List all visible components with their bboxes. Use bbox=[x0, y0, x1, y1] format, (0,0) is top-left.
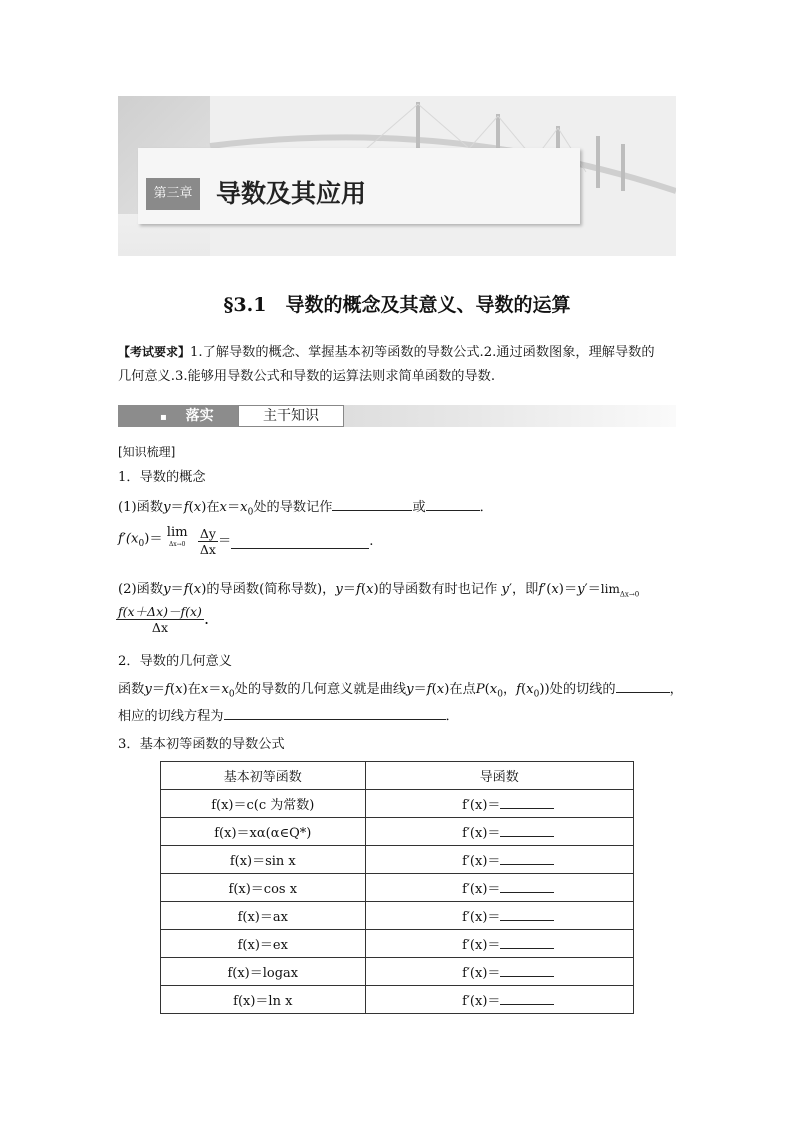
derivative-cell: f′(x)＝ bbox=[365, 930, 633, 958]
blank bbox=[231, 534, 369, 549]
table-header-cell: 导函数 bbox=[365, 762, 633, 790]
derivative-cell: f′(x)＝ bbox=[365, 846, 633, 874]
blank bbox=[500, 794, 554, 809]
item1-derivative-definition: $f'(x_0)=$ lim Δx→0 $\frac{\Delta y}{\Delta x}$ ＝ . bbox=[118, 525, 374, 557]
blank bbox=[500, 850, 554, 865]
requirements-text-1: 1.了解导数的概念、掌握基本初等函数的导数公式.2.通过函数图象，理解导数的 bbox=[190, 345, 655, 360]
item1-title: 1．导数的概念 bbox=[118, 470, 206, 485]
derivative-cell: f′(x)＝ bbox=[365, 790, 633, 818]
item3-title: 3．基本初等函数的导数公式 bbox=[118, 737, 285, 752]
function-cell: f(x)＝sin x bbox=[161, 846, 366, 874]
function-cell: f(x)＝cos x bbox=[161, 874, 366, 902]
blank bbox=[616, 678, 670, 693]
function-cell: f(x)＝xα(α∈Q*) bbox=[161, 818, 366, 846]
bar-label-right: 主干知识 bbox=[238, 405, 344, 427]
item1-paragraph-2-fraction: $\frac{f(x+\Delta x)-f(x)}{\Delta x}$ . bbox=[118, 604, 210, 635]
bar-label-left: 落实 bbox=[185, 408, 214, 424]
table-row bbox=[161, 818, 634, 846]
item2-paragraph-2: 相应的切线方程为 ． bbox=[118, 705, 459, 728]
derivative-cell: f′(x)＝ bbox=[365, 902, 633, 930]
function-cell: f(x)＝c(c 为常数) bbox=[161, 790, 366, 818]
blank bbox=[500, 878, 554, 893]
blank bbox=[224, 705, 446, 720]
derivative-formula-table bbox=[160, 761, 634, 1014]
blank bbox=[500, 990, 554, 1005]
blank bbox=[500, 906, 554, 921]
table-row bbox=[161, 846, 634, 874]
table-header-cell: 基本初等函数 bbox=[161, 762, 366, 790]
requirements-line-2: 几何意义.3.能够用导数公式和导数的运算法则求简单函数的导数. bbox=[118, 369, 496, 384]
section-title: §3.1 导数的概念及其意义、导数的运算 bbox=[223, 294, 571, 316]
blank bbox=[500, 962, 554, 977]
item2-paragraph-1: 函数y＝f(x)在$x=x_0$处的导数的几何意义就是曲线y＝f(x)在点$P(x_0$，$f(x_0)$)处的切线的 ， bbox=[118, 678, 683, 706]
knowledge-header: [知识梳理] bbox=[118, 445, 176, 459]
table-row bbox=[161, 874, 634, 902]
function-cell: f(x)＝ln x bbox=[161, 986, 366, 1014]
item1-paragraph-2: (2)函数y＝f(x)的导函数(简称导数)，y＝f(x)的导函数有时也记作 y′，即$f'(x)=y'=\lim_{\Delta x\to 0}$ bbox=[118, 582, 640, 599]
blank bbox=[332, 496, 412, 511]
item1-paragraph-1: (1)函数y＝f(x)在$x=x_0$处的导数记作 或 ． bbox=[118, 496, 493, 524]
blank bbox=[426, 496, 480, 511]
derivative-cell: f′(x)＝ bbox=[365, 874, 633, 902]
bar-label-dark bbox=[118, 405, 238, 427]
derivative-cell: f′(x)＝ bbox=[365, 986, 633, 1014]
table-row bbox=[161, 930, 634, 958]
requirements-label: 【考试要求】 bbox=[118, 345, 191, 359]
derivative-cell: f′(x)＝ bbox=[365, 958, 633, 986]
requirements-line-1 bbox=[118, 341, 655, 364]
function-cell: f(x)＝ax bbox=[161, 902, 366, 930]
table-row bbox=[161, 958, 634, 986]
derivative-cell: f′(x)＝ bbox=[365, 818, 633, 846]
blank bbox=[500, 934, 554, 949]
item2-title: 2．导数的几何意义 bbox=[118, 654, 232, 669]
table-row bbox=[161, 790, 634, 818]
table-header-row bbox=[161, 762, 634, 790]
chapter-title: 导数及其应用 bbox=[216, 179, 367, 208]
function-cell: f(x)＝logax bbox=[161, 958, 366, 986]
bar-bullet-icon: ▪ bbox=[160, 412, 167, 423]
blank bbox=[500, 822, 554, 837]
function-cell: f(x)＝ex bbox=[161, 930, 366, 958]
chapter-banner bbox=[118, 96, 676, 256]
table-row bbox=[161, 986, 634, 1014]
table-row bbox=[161, 902, 634, 930]
chapter-number-badge: 第三章 bbox=[146, 178, 200, 210]
